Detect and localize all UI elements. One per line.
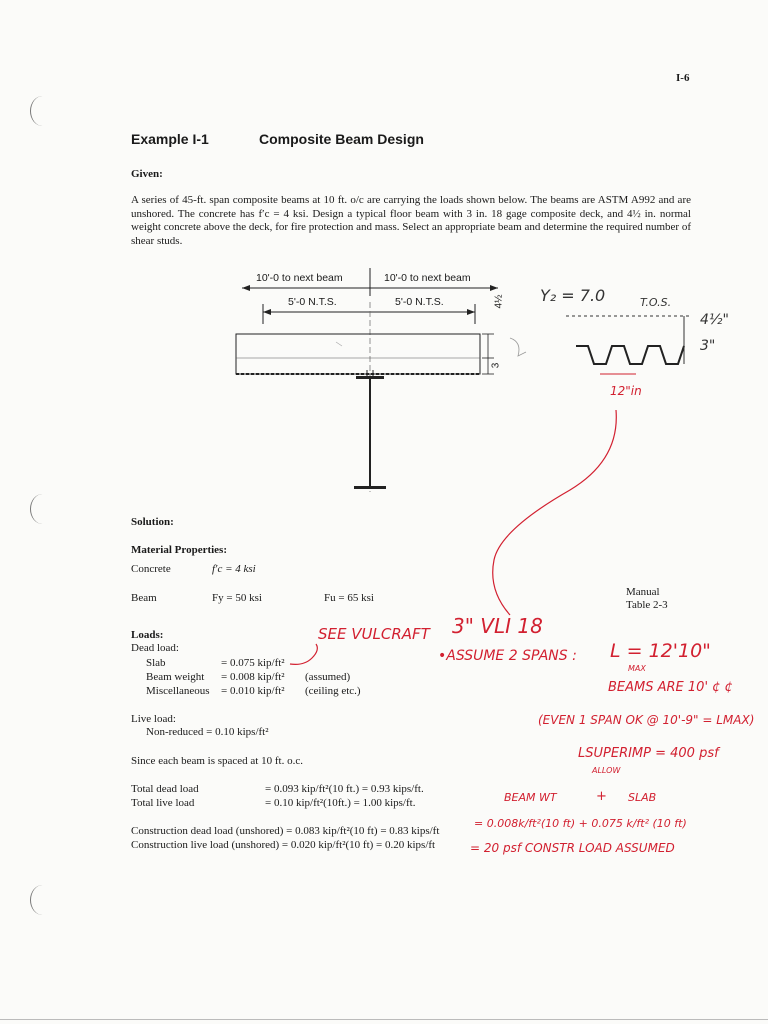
hand-deck-type: 3" VLI 18 — [452, 614, 543, 638]
punch-hole-middle — [30, 494, 55, 524]
hand-superimp: LSUPERIMP = 400 psf — [578, 746, 719, 761]
load-row-label: Beam weight — [146, 671, 205, 683]
hand-y2: Y₂ = 7.0 — [540, 286, 606, 305]
hand-see-vulcraft: SEE VULCRAFT — [318, 625, 430, 643]
load-row-value: = 0.008 kip/ft² — [221, 671, 285, 683]
dim-top-left: 10'-0 to next beam — [256, 272, 343, 284]
dim-top-right: 10'-0 to next beam — [384, 272, 471, 284]
dim-deck-height: 3 — [490, 362, 502, 369]
live-load-value: Non-reduced = 0.10 kips/ft² — [146, 726, 269, 738]
given-paragraph: A series of 45-ft. span composite beams at 10 ft. o/c are carrying the loads shown below. The beams are ASTM A992 and are unshored. The concrete has f′c = 4 ksi. Design a typical floor beam with 3 in. 18 gage composite deck, and 4½ in. normal weight concrete above the deck, for fire protection and mass. Select an appropriate beam and determine the required number of shear studs. — [131, 194, 691, 247]
hand-assume-spans: •ASSUME 2 SPANS : — [438, 648, 577, 664]
hand-even-span: (EVEN 1 SPAN OK @ 10'-9" = LMAX) — [538, 713, 755, 727]
given-heading: Given: — [131, 168, 163, 180]
hand-bracket — [286, 640, 326, 670]
hand-deck-depth: 3" — [700, 338, 716, 354]
material-heading: Material Properties: — [131, 544, 228, 556]
concrete-value: f′c = 4 ksi — [212, 563, 256, 575]
load-row-value: = 0.075 kip/ft² — [221, 657, 285, 669]
construction-live: Construction live load (unshored) = 0.020 kip/ft²(10 ft) = 0.20 kips/ft — [131, 839, 436, 851]
hand-slab: SLAB — [628, 791, 657, 804]
hand-calc: = 0.008k/ft²(10 ft) + 0.075 k/ft² (10 ft) — [474, 817, 687, 830]
punch-hole-top — [30, 96, 55, 126]
load-row-label: Miscellaneous — [146, 685, 210, 697]
example-id: Example I-1 — [131, 131, 209, 147]
total-live-value: = 0.10 kip/ft²(10ft.) = 1.00 kips/ft. — [265, 797, 416, 809]
reference-table: Table 2-3 — [626, 599, 668, 611]
load-row-note: (ceiling etc.) — [305, 685, 361, 697]
hand-arrow-line — [480, 400, 640, 620]
loads-heading: Loads: — [131, 629, 164, 641]
beam-fu: Fu = 65 ksi — [324, 592, 374, 604]
hand-deck-sketch — [560, 306, 710, 386]
hand-rib-spacing: 12"in — [610, 384, 642, 398]
punch-hole-bottom — [30, 885, 55, 915]
hand-max-sub: MAX — [628, 664, 646, 673]
page-title: Composite Beam Design — [259, 131, 424, 147]
dim-nts-right: 5'-0 N.T.S. — [395, 296, 444, 308]
concrete-label: Concrete — [131, 563, 171, 575]
live-load-heading: Live load: — [131, 713, 176, 725]
hand-l-max: L = 12'10" — [610, 640, 711, 662]
construction-dead: Construction dead load (unshored) = 0.083 kip/ft²(10 ft) = 0.83 kips/ft — [131, 825, 440, 837]
solution-heading: Solution: — [131, 516, 174, 528]
reference-manual: Manual — [626, 586, 660, 598]
load-row-label: Slab — [146, 657, 166, 669]
total-dead-label: Total dead load — [131, 783, 199, 795]
page-number: I-6 — [676, 72, 690, 84]
spacing-note: Since each beam is spaced at 10 ft. o.c. — [131, 755, 303, 767]
hand-plus: + — [596, 789, 607, 804]
load-row-value: = 0.010 kip/ft² — [221, 685, 285, 697]
hand-beam-wt: BEAM WT — [504, 791, 557, 804]
beam-fy: Fy = 50 ksi — [212, 592, 262, 604]
page-bottom-edge — [0, 1019, 768, 1020]
hand-tos: T.O.S. — [640, 296, 672, 309]
dim-slab-thickness: 4½ — [493, 294, 505, 309]
hand-slab-depth: 4½" — [700, 312, 729, 328]
hand-allow-sub: ALLOW — [592, 766, 621, 775]
beam-label: Beam — [131, 592, 157, 604]
dim-nts-left: 5'-0 N.T.S. — [288, 296, 337, 308]
hand-beams-are: BEAMS ARE 10' ¢ ¢ — [608, 680, 733, 695]
dead-load-heading: Dead load: — [131, 642, 179, 654]
load-row-note: (assumed) — [305, 671, 351, 683]
total-live-label: Total live load — [131, 797, 195, 809]
total-dead-value: = 0.093 kip/ft²(10 ft.) = 0.93 kips/ft. — [265, 783, 424, 795]
hand-constr-load: = 20 psf CONSTR LOAD ASSUMED — [470, 841, 675, 855]
